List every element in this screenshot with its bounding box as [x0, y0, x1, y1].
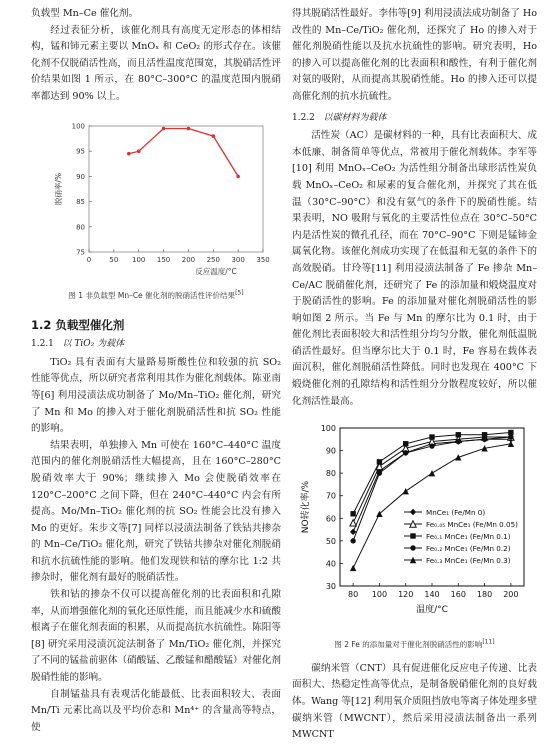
data-point — [482, 437, 487, 442]
data-point — [162, 126, 166, 130]
legend-label: Fe₀.₃ MnCe₁ (Fe/Mn 0.3) — [426, 556, 511, 566]
section-heading: 1.2 负载型催化剂 — [31, 318, 125, 333]
subsection-heading — [292, 110, 537, 127]
figure-2 — [292, 418, 537, 651]
figure-1 — [31, 112, 281, 303]
data-point — [455, 454, 461, 460]
data-point — [429, 435, 434, 440]
data-point — [350, 565, 356, 571]
paragraph: 得其脱硝活性最好。李伟等[9] 利用浸渍法成功制备了 Ho 改性的 Mn–Ce/TiO₂ 催化剂，还探究了 Ho 的掺入对于催化剂脱硝性能以及抗水抗硫性的影响。研究表明，Ho 的掺入可以提高催化剂的比表面积和酸性，有利于催化剂对氨的吸附，从而提高其脱硝性能。Ho 的掺入还可以提高催化剂的抗水抗硫性。 — [292, 8, 537, 102]
data-point — [137, 149, 141, 153]
x-axis-label: 温度/°C — [416, 605, 448, 616]
data-point — [403, 441, 408, 446]
legend-label: MnCe₁ (Fe/Mn 0) — [426, 508, 486, 518]
data-point — [377, 471, 382, 476]
y-tick-label: 100 — [320, 424, 336, 434]
paragraph: 碳纳米管（CNT）具有促进催化反应电子传递、比表面积大、热稳定性高等优点，是制备脱硝催化剂的良好载体。Wang 等[12] 利用氧介质阻挡放电等离子体处理多壁碳纳米管（MWCNT），然后采用浸渍法制备出一系列 MWCNT — [292, 662, 537, 741]
paragraph: 自制锰盐具有表观活化能最低、比表面积较大、表面 Mn/Ti 元素比高以及平均价态和 Mn⁴⁺ 的含量高等特点，使 — [31, 688, 281, 733]
data-point — [456, 432, 461, 437]
x-tick-label: 200 — [503, 590, 519, 600]
legend-label: Fe₀.₀₅ MnCe₁ (Fe/Mn 0.05) — [426, 520, 518, 530]
data-point — [403, 488, 409, 494]
x-tick-label: 350 — [256, 255, 270, 264]
plot-frame — [89, 126, 263, 252]
x-tick-label: 300 — [231, 255, 245, 264]
data-point — [429, 444, 434, 449]
x-tick-label: 180 — [476, 590, 493, 600]
y-tick-label: 80 — [325, 469, 336, 479]
data-point — [410, 546, 415, 551]
paragraph: 经过表征分析，该催化剂具有高度无定形态的体相结构，锰和铈元素主要以 MnOₓ 和 CeO₂ 的形式存在。该催化剂不仅脱硝活性高，而且活性温度范围宽，其脱硝活性评价结果如图 1 所示，在 80°C–300°C 的温度范围内脱硝率都达到 90% 以上。 — [31, 24, 281, 102]
x-tick-label: 80 — [348, 590, 359, 600]
x-tick-label: 140 — [424, 590, 440, 600]
x-tick-label: 120 — [398, 590, 414, 600]
y-tick-label: 90 — [325, 446, 336, 456]
subsection-number: 1.2.1 — [31, 339, 54, 350]
y-tick-label: 70 — [325, 491, 336, 501]
subsection-number: 1.2.2 — [292, 112, 315, 123]
fig1-chart — [31, 112, 281, 282]
x-tick-label: 250 — [206, 255, 220, 264]
x-tick-label: 100 — [132, 255, 146, 264]
series-line — [353, 440, 511, 533]
data-point — [127, 151, 131, 155]
figure-2-caption — [292, 639, 537, 651]
subsection-heading — [31, 336, 281, 353]
y-tick-label: 80 — [76, 222, 85, 231]
x-tick-label: 100 — [371, 590, 388, 600]
legend-label: Fe₀.₁ MnCe₁ (Fe/Mn 0.1) — [426, 532, 511, 542]
data-point — [410, 534, 415, 539]
paragraph: TiO₂ 具有表面有大量路易斯酸性位和较强的抗 SO₂ 性能等优点，所以研究者常利用其作为催化剂载体。陈亚南等[6] 利用浸渍法成功制备了 Mo/Mn–TiO₂ 催化剂，研究了 Mn 和 Mo 的掺入对于催化剂脱硝活性和抗 SO₂ 性能的影响。 — [31, 356, 281, 435]
x-tick-label: 160 — [450, 590, 466, 600]
series-line — [129, 128, 238, 176]
right-column — [292, 0, 537, 744]
data-point — [187, 126, 191, 130]
citation: [5] — [235, 289, 244, 297]
data-point — [403, 450, 408, 455]
y-tick-label: 90 — [76, 172, 85, 181]
paragraph: 结果表明，单独掺入 Mn 可使在 160°C–440°C 温度范围内的催化剂脱硝活性大幅提高，且在 160°C–280°C 脱硝效率大于 90%；继续掺入 Mo 会使脱硝效率在 120°C–200°C 之间下降，但在 240°C–440°C 内会有所提高。Mo/Mn–TiO₂ 催化剂的抗 SO₂ 性能会比没有掺入 Mo 的更好。朱步文等[7] 同样以浸渍法制备了铁钴共掺杂的 Mn–Ce/TiO₂ 催化剂，研究了铁钴共掺杂对催化剂脱硝和抗水抗硫性能的影响。他们发现铁和钴的摩尔比 1:2 共掺杂时，催化剂有最好的脱硝活性。 — [31, 439, 281, 584]
x-tick-label: 200 — [181, 255, 196, 264]
x-tick-label: 150 — [156, 255, 171, 264]
y-tick-label: 60 — [325, 514, 336, 524]
caption-text: 图 2 Fe 的添加量对于催化剂脱硝活性的影响 — [334, 639, 483, 649]
caption-text: 图 1 非负载型 Mn–Ce 催化剂的脱硝活性评价结果 — [68, 291, 236, 301]
y-tick-label: 85 — [76, 197, 85, 206]
paragraph: 负载型 Mn–Ce 催化剂。 — [31, 8, 139, 19]
data-point — [429, 470, 435, 476]
x-axis-label: 反应温度/°C — [195, 266, 237, 276]
y-tick-label: 95 — [76, 147, 85, 156]
paragraph: 活性炭（AC）是碳材料的一种，具有比表面积大、成本低廉、制备简单等优点，常被用于催化剂载体。李军等[10] 利用 MnOₓ–CeO₂ 为活性组分制备出球形活性炭负载 MnOₓ–CeO₂ 和尿素的复合催化剂，并探究了其在低温（30°C–90°C）和没有氨气的条件下的脱硝性能。结果表明，NO 吸附与氧化的主要活性位点在 30°C–50°C 内是活性炭的微孔孔径，而在 70°C–90°C 下则是锰铈金属氧化物。该催化剂成功实现了在低温和无氨的条件下的高效脱硝。甘玲等[11] 利用浸渍法制备了 Fe 掺杂 Mn–Ce/AC 脱硝催化剂，还研究了 Fe 的添加量和煅烧温度对于脱硝活性的影响。Fe 的添加量对催化剂脱硝活性的影响如图 2 所示。当 Fe 与 Mn 的摩尔比为 0.1 时，由于催化剂比表面积较大和活性组分均匀分散，催化剂低温脱硝活性最好。但当摩尔比大于 0.1 时，Fe 容易在载体表面沉积，催化剂脱硝活性降低。同时也发现在 400°C 下煅烧催化剂的孔隙结构和活性组分分散程度较好，所以催化剂活性最高。 — [292, 130, 537, 407]
data-point — [350, 511, 355, 516]
y-tick-label: 100 — [71, 122, 85, 131]
subsection-title: 以 TiO₂ 为载体 — [62, 339, 125, 350]
data-point — [211, 134, 215, 138]
left-column — [31, 0, 281, 736]
y-tick-label: 75 — [76, 248, 85, 257]
citation: [11] — [482, 638, 495, 646]
figure-1-caption — [31, 290, 281, 302]
paragraph: 铁和钴的掺杂不仅可以提高催化剂的比表面积和孔隙率，从而增强催化剂的氧化还原性能，而且能减少水和硫酸根离子在催化剂表面的积累，从而提高抗水抗硫性。陈阳等[8] 研究采用浸渍沉淀法制备了 Mn/TiO₂ 催化剂，并探究了不同的锰盐前驱体（硝酸锰、乙酸锰和醋酸锰）对催化剂脱硝性能的影响。 — [31, 589, 281, 684]
x-tick-label: 50 — [109, 255, 119, 264]
y-axis-label: 脱硝率/% — [54, 172, 63, 205]
y-axis-label: NO转化率/% — [301, 481, 311, 534]
data-point — [377, 459, 382, 464]
x-tick-label: 0 — [86, 255, 92, 264]
data-point — [508, 435, 513, 440]
y-tick-label: 50 — [325, 537, 336, 547]
data-point — [410, 509, 416, 515]
y-tick-label: 40 — [325, 559, 336, 569]
data-point — [350, 520, 356, 526]
data-point — [350, 538, 355, 543]
legend-label: Fe₀.₂ MnCe₁ (Fe/Mn 0.2) — [426, 544, 511, 554]
fig2-chart — [292, 418, 537, 628]
data-point — [236, 174, 240, 178]
data-point — [456, 439, 461, 444]
y-tick-label: 30 — [325, 582, 336, 592]
subsection-title: 以碳材料为载体 — [323, 112, 387, 123]
